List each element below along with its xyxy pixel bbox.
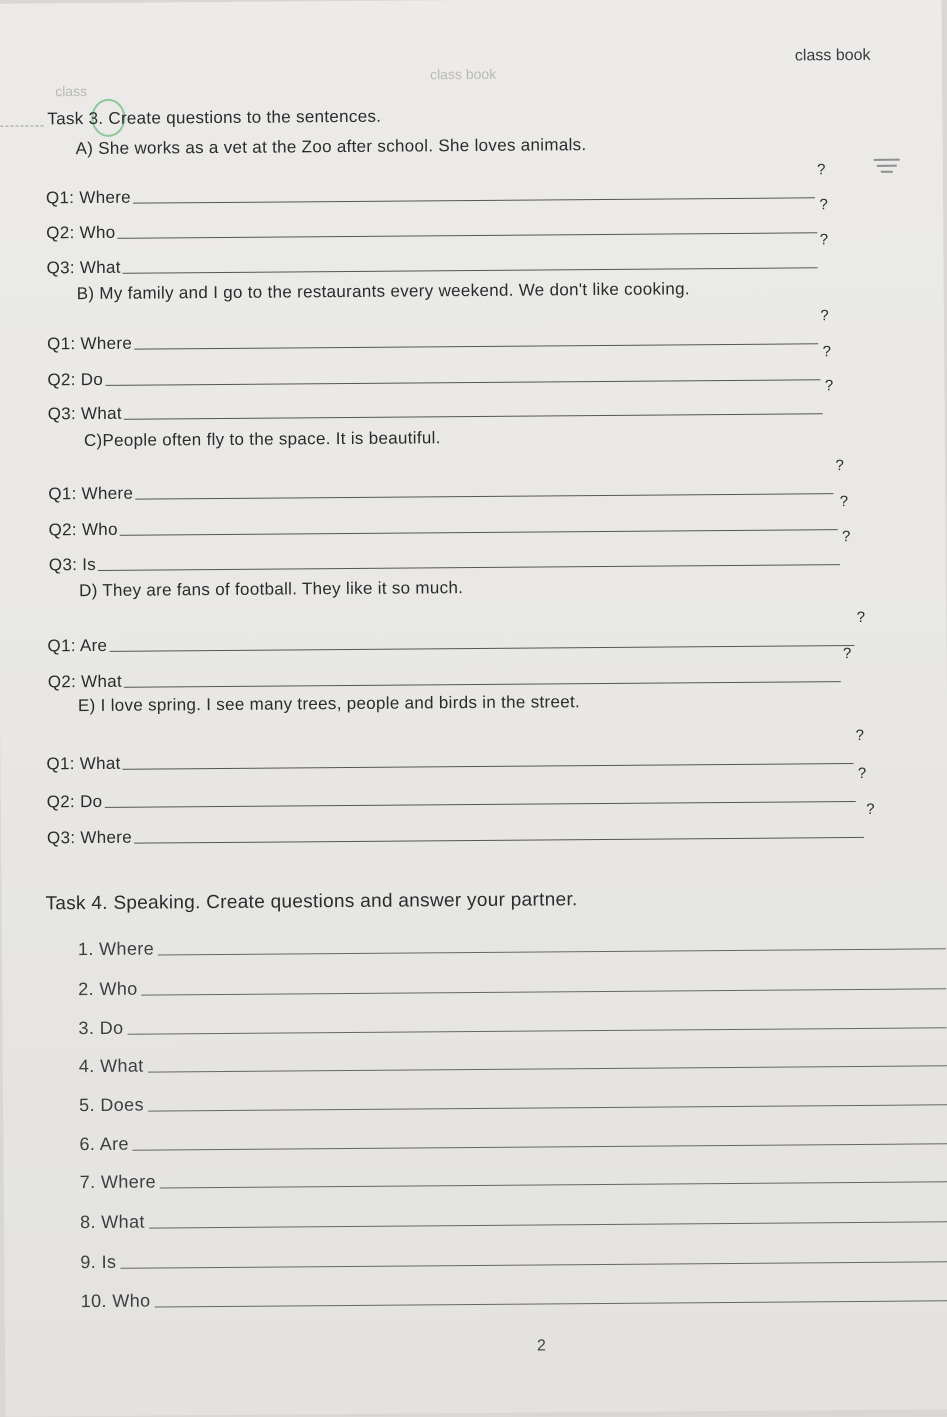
question-mark: ? <box>842 645 852 663</box>
question-label: Q1: Where <box>48 483 134 504</box>
sentence-b: B) My family and I go to the restaurants every weekend. We don't like cooking. <box>76 279 690 304</box>
answer-line[interactable] <box>154 1278 947 1307</box>
speaking-item <box>81 1278 947 1312</box>
question-label: Q2: Do <box>46 791 103 812</box>
speaking-item <box>78 926 946 960</box>
answer-line[interactable] <box>109 623 855 652</box>
question-mark: ? <box>835 457 845 475</box>
question-row <box>45 161 826 208</box>
answer-line[interactable] <box>127 1005 946 1034</box>
answer-line[interactable] <box>105 357 821 386</box>
speaking-item <box>80 1239 947 1273</box>
sentence-d: D) They are fans of football. They like it so much. <box>79 578 464 601</box>
question-mark: ? <box>819 231 829 249</box>
speaking-item-label: 7. Where <box>79 1171 157 1193</box>
question-mark: ? <box>855 726 865 744</box>
speaking-item <box>79 1082 947 1116</box>
speaking-item <box>80 1199 947 1233</box>
speaking-item <box>78 966 946 1000</box>
speaking-item <box>79 1121 947 1155</box>
question-mark: ? <box>822 343 832 361</box>
answer-line[interactable] <box>120 507 838 536</box>
bleed-through-text: class book <box>429 65 497 83</box>
answer-line[interactable] <box>148 1082 947 1111</box>
answer-line[interactable] <box>120 1239 947 1269</box>
speaking-item-label: 3. Do <box>78 1017 124 1039</box>
sentence-c: C)People often fly to the space. It is beautiful. <box>83 428 441 451</box>
question-label: Q3: Is <box>48 554 97 575</box>
speaking-item-label: 6. Are <box>79 1133 129 1155</box>
question-label: Q1: What <box>46 753 121 774</box>
question-label: Q2: Who <box>46 222 116 243</box>
question-mark: ? <box>824 377 834 395</box>
question-row <box>47 608 866 656</box>
question-row <box>47 307 830 354</box>
question-label: Q3: What <box>47 403 122 424</box>
answer-line[interactable] <box>124 659 841 688</box>
answer-line[interactable] <box>134 321 819 349</box>
lines-icon <box>874 159 900 173</box>
answer-line[interactable] <box>135 471 834 499</box>
answer-line[interactable] <box>98 542 840 571</box>
edge-dash-decoration <box>0 125 43 126</box>
question-label: Q2: Do <box>47 369 104 390</box>
question-row <box>46 764 867 812</box>
question-mark: ? <box>866 800 875 818</box>
answer-line[interactable] <box>124 391 823 419</box>
speaking-item-label: 8. What <box>79 1211 145 1233</box>
question-label: Q1: Where <box>45 187 131 208</box>
question-mark: ? <box>839 493 849 511</box>
question-mark: ? <box>819 196 829 214</box>
answer-line[interactable] <box>123 245 818 273</box>
task3-title: Task 3. Create questions to the sentences. <box>47 106 382 129</box>
sentence-a: A) She works as a vet at the Zoo after school. She loves animals. <box>75 135 587 159</box>
answer-line[interactable] <box>123 741 854 770</box>
question-mark: ? <box>857 764 867 782</box>
answer-line[interactable] <box>117 210 817 238</box>
question-label: Q3: What <box>46 257 121 278</box>
answer-line[interactable] <box>160 1159 947 1188</box>
speaking-item-label: 9. Is <box>80 1251 117 1273</box>
question-label: Q3: Where <box>46 827 132 848</box>
sentence-e: E) I love spring. I see many trees, people and birds in the street. <box>77 692 581 716</box>
question-mark: ? <box>856 608 866 626</box>
answer-line[interactable] <box>148 1043 947 1072</box>
speaking-item <box>79 1043 947 1077</box>
answer-line[interactable] <box>158 926 946 955</box>
page-number: 2 <box>536 1337 546 1355</box>
bleed-through-text: class <box>55 83 88 100</box>
speaking-item-label: 4. What <box>78 1055 144 1077</box>
speaking-item <box>80 1159 947 1193</box>
question-label: Q1: Where <box>47 333 133 354</box>
speaking-item-label: 2. Who <box>78 978 138 1000</box>
question-row <box>46 726 865 774</box>
answer-line[interactable] <box>133 175 816 203</box>
question-label: Q2: What <box>47 671 123 692</box>
speaking-item-label: 1. Where <box>77 938 155 960</box>
speaking-item <box>78 1005 946 1039</box>
speaking-item-label: 10. Who <box>80 1290 151 1312</box>
question-label: Q1: Are <box>47 635 108 656</box>
answer-line[interactable] <box>104 779 856 808</box>
answer-line[interactable] <box>149 1199 947 1228</box>
question-mark: ? <box>820 307 830 325</box>
question-mark: ? <box>841 528 851 546</box>
question-row <box>48 457 845 504</box>
question-mark: ? <box>817 161 826 179</box>
task4-title: Task 4. Speaking. Create questions and answer your partner. <box>45 889 578 915</box>
speaking-item-label: 5. Does <box>79 1094 145 1116</box>
answer-line[interactable] <box>133 1121 947 1150</box>
answer-line[interactable] <box>134 815 865 844</box>
header-class-book-label: class book <box>794 46 871 65</box>
answer-line[interactable] <box>142 966 947 995</box>
question-label: Q2: Who <box>48 519 118 540</box>
